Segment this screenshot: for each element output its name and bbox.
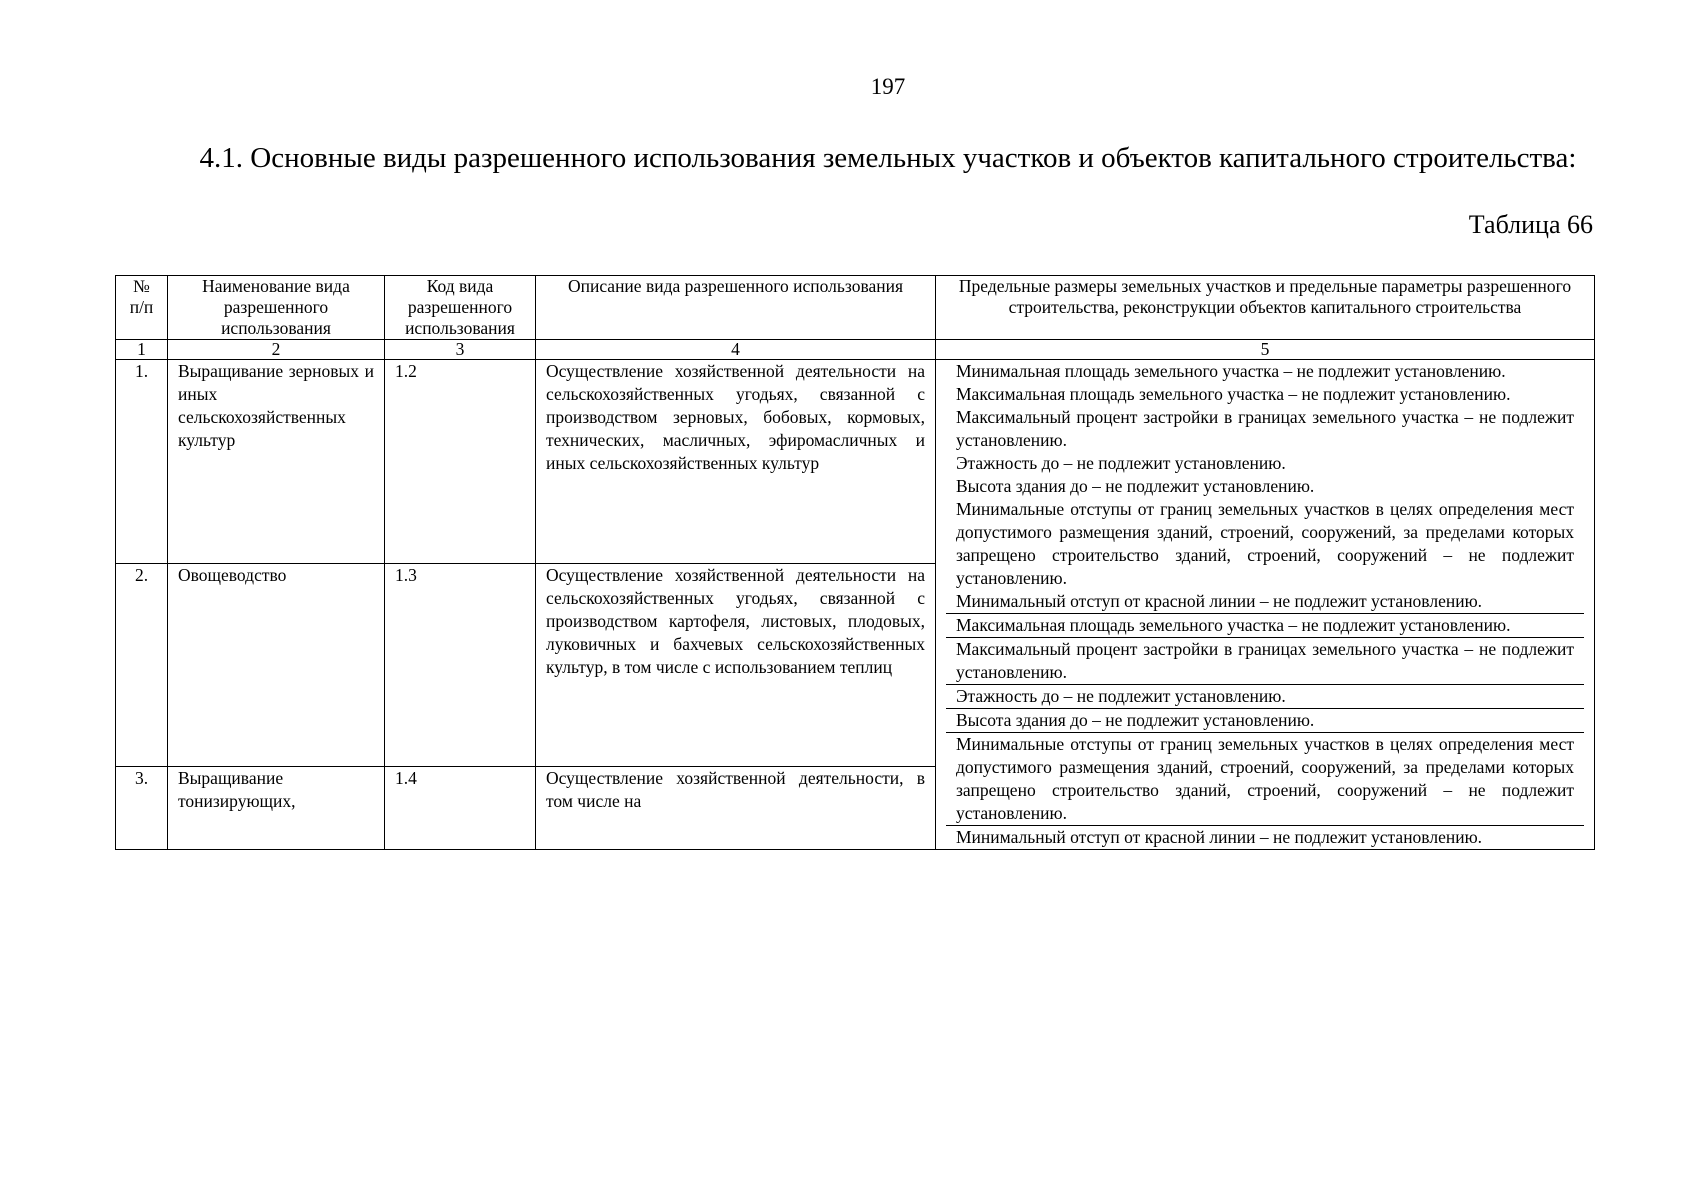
parameter-line: Минимальная площадь земельного участка – не подлежит установлению. [956,361,1506,381]
parameter-line: Максимальная площадь земельного участка – не подлежит установлению. [956,384,1511,404]
row-code: 1.2 [385,360,536,564]
header-description: Описание вида разрешенного использования [536,276,936,340]
row-description: Осуществление хозяйственной деятельности, в том числе на [536,767,936,850]
table-header-row [116,276,1595,340]
row-number: 2. [116,563,168,767]
row-description: Осуществление хозяйственной деятельности на сельскохозяйственных угодьях, связанной с производством картофеля, листовых, плодовых, луковичных и бахчевых сельскохозяйственных культур, в том числе с использованием теплиц [536,563,936,767]
page-number: 197 [870,74,906,99]
parameter-box: Максимальная площадь земельного участка – не подлежит установлению. [946,613,1584,637]
column-numbers-row [116,340,1595,360]
parameter-box: Максимальный процент застройки в границах земельного участка – не подлежит установлению. [946,637,1584,684]
parameter-box: Минимальный отступ от красной линии – не подлежит установлению. [946,825,1584,849]
row-name: Овощеводство [168,563,385,767]
column-number: 4 [536,340,936,360]
header-code: Код вида разрешенного использования [385,276,536,340]
row-code: 1.3 [385,563,536,767]
parameter-line: Этажность до – не подлежит установлению. [956,453,1286,473]
section-heading: 4.1. Основные виды разрешенного использования земельных участков и объектов капитального строительства: [199,142,1577,174]
parameter-box: Высота здания до – не подлежит установлению. [946,708,1584,732]
row-name: Выращивание зерновых и иных сельскохозяйственных культур [168,360,385,564]
row-description: Осуществление хозяйственной деятельности на сельскохозяйственных угодьях, связанной с производством зерновых, бобовых, кормовых, технических, масличных, эфиромасличных и иных сельскохозяйственных культур [536,360,936,564]
parameter-box: Минимальные отступы от границ земельных участков в целях определения мест допустимого размещения зданий, строений, сооружений, за пределами которых запрещено строительство зданий, строений, сооружений – не подлежит установлению. [946,732,1584,825]
row-name: Выращивание тонизирующих, [168,767,385,850]
table-row [116,360,1595,564]
header-name: Наименование вида разрешенного использования [168,276,385,340]
parameter-line: Максимальный процент застройки в границах земельного участка – не подлежит установлению. [956,407,1574,450]
parameter-line: Минимальные отступы от границ земельных участков в целях определения мест допустимого размещения зданий, строений, сооружений, за пределами которых запрещено строительство зданий, строений, сооружений – не подлежит установлению. [956,499,1574,588]
parameter-line: Высота здания до – не подлежит установлению. [956,476,1315,496]
row-number: 3. [116,767,168,850]
row-number: 1. [116,360,168,564]
column-number: 2 [168,340,385,360]
parameter-box: Этажность до – не подлежит установлению. [946,684,1584,708]
column-number: 1 [116,340,168,360]
column-number: 5 [936,340,1595,360]
header-parameters: Предельные размеры земельных участков и предельные параметры разрешенного строительства, реконструкции объектов капитального строительства [936,276,1595,340]
parameter-line: Минимальный отступ от красной линии – не подлежит установлению. [956,591,1483,611]
column-number: 3 [385,340,536,360]
land-use-table [115,275,1595,850]
row-code: 1.4 [385,767,536,850]
table-caption: Таблица 66 [1468,210,1593,239]
parameters-block [946,360,1584,613]
header-number: № п/п [116,276,168,340]
parameters-cell [936,360,1595,850]
